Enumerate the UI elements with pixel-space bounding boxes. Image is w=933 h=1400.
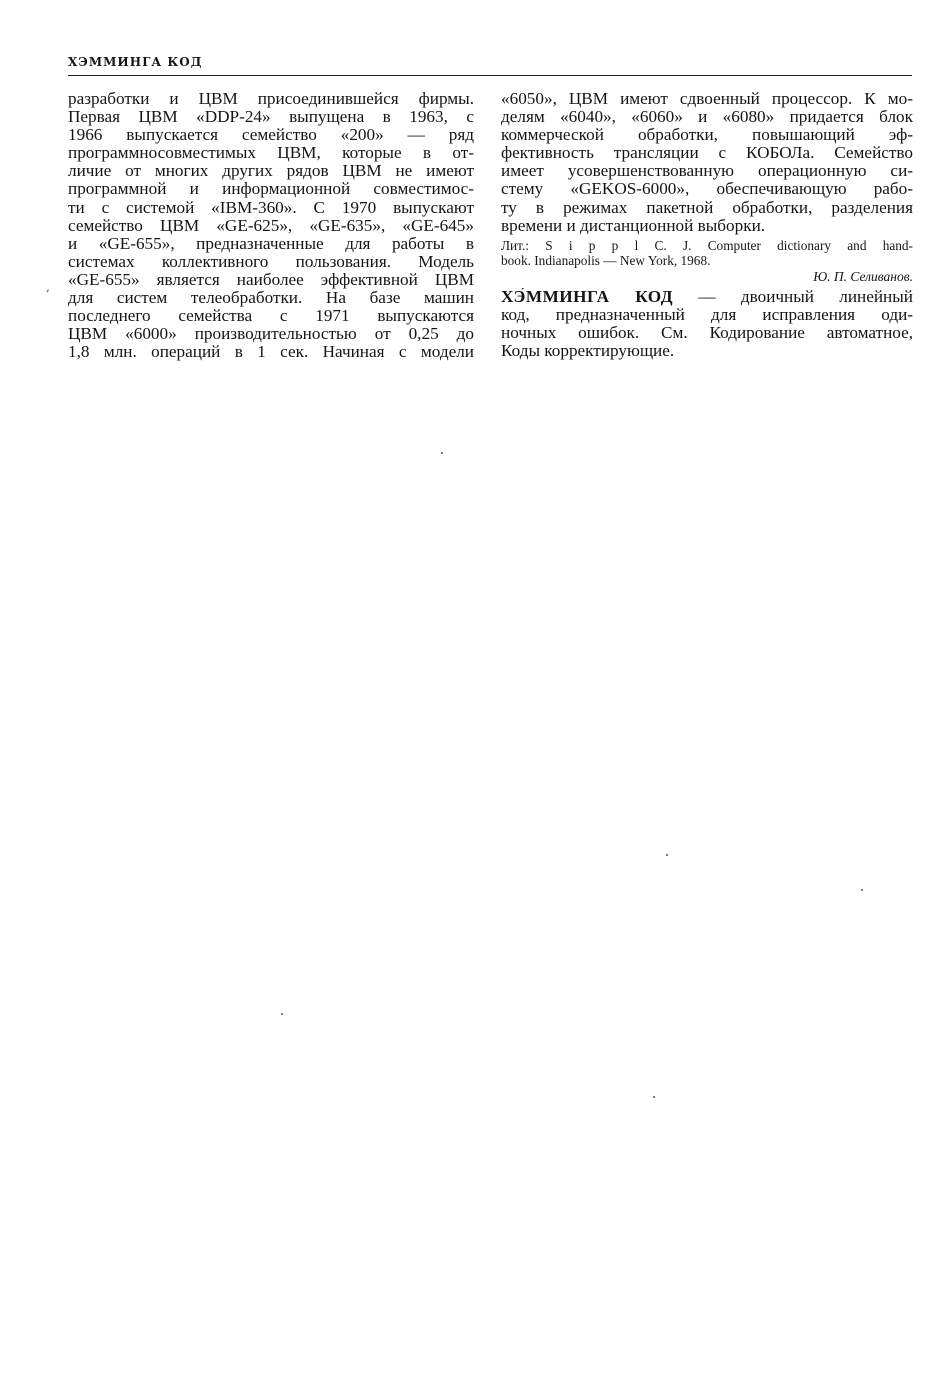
text-line: для систем телеобработки. На базе машин: [68, 289, 474, 308]
text-line: 1966 выпускается семейство «200» — ряд: [68, 126, 474, 145]
text-line: «GE-655» является наиболее эффективной ЦВМ: [68, 270, 474, 289]
scan-speck: [653, 1096, 655, 1098]
text-line: Коды корректирующие.: [501, 342, 675, 361]
entry-term: ХЭ́ММИНГА КОД: [501, 287, 674, 306]
text-line: стему «GEKOS-6000», обеспечивающую рабо-: [501, 180, 913, 199]
text-line: семейство ЦВМ «GE-625», «GE-635», «GE-645»: [68, 216, 474, 235]
literature-line: book. Indianapolis — New York, 1968.: [501, 252, 711, 268]
text-line: коммерческой обработки, повышающий эф-: [501, 126, 913, 145]
text-line: программносовместимых ЦВМ, которые в от-: [68, 144, 474, 163]
entry-first-line: [501, 288, 913, 306]
right-column: [501, 90, 913, 360]
running-head: ХЭММИНГА КОД: [68, 55, 203, 69]
literature-line: Лит.: S i p p l C. J. Computer dictionary and hand-: [501, 237, 913, 253]
author-signature: Ю. П. Селиванов.: [813, 268, 913, 284]
text-line: и «GE-655», предназначенные для работы в: [68, 234, 474, 253]
margin-mark: ,: [46, 280, 50, 294]
text-line: код, предназначенный для исправления оди-: [501, 305, 913, 324]
scan-speck: [666, 854, 668, 856]
text-line: разработки и ЦВМ присоединившейся фирмы.: [68, 90, 474, 108]
text-line: 1,8 млн. операций в 1 сек. Начиная с модели: [68, 343, 474, 362]
text-line: «6050», ЦВМ имеют сдвоенный процессор. К мо-: [501, 90, 913, 108]
text-line: личие от многих других рядов ЦВМ не имеют: [68, 162, 474, 181]
text-line: Первая ЦВМ «DDP-24» выпущена в 1963, с: [68, 108, 474, 127]
text-line: системах коллективного пользования. Модель: [68, 252, 474, 271]
scan-speck: [861, 889, 863, 891]
text-line: фективность трансляции с КОБОЛа. Семейство: [501, 144, 913, 163]
text-line: ночных ошибок. См. Кодирование автоматное,: [501, 323, 913, 342]
text-line: имеет усовершенствованную операционную си-: [501, 162, 913, 181]
text-line: программной и информационной совместимос-: [68, 180, 474, 199]
text-line: времени и дистанционной выборки.: [501, 216, 766, 235]
text-line: последнего семейства с 1971 выпускаются: [68, 307, 474, 326]
text-line: делям «6040», «6060» и «6080» придается блок: [501, 108, 913, 127]
text-line: ти с системой «IBM-360». С 1970 выпускают: [68, 198, 474, 217]
left-column: [68, 90, 474, 361]
entry-text: — двоичный линейный: [673, 287, 913, 306]
text-line: ту в режимах пакетной обработки, разделения: [501, 198, 913, 217]
text-line: ЦВМ «6000» производительностью от 0,25 до: [68, 325, 474, 344]
scan-speck: [281, 1013, 283, 1015]
header-rule: [68, 75, 912, 76]
scan-speck: [441, 452, 443, 454]
